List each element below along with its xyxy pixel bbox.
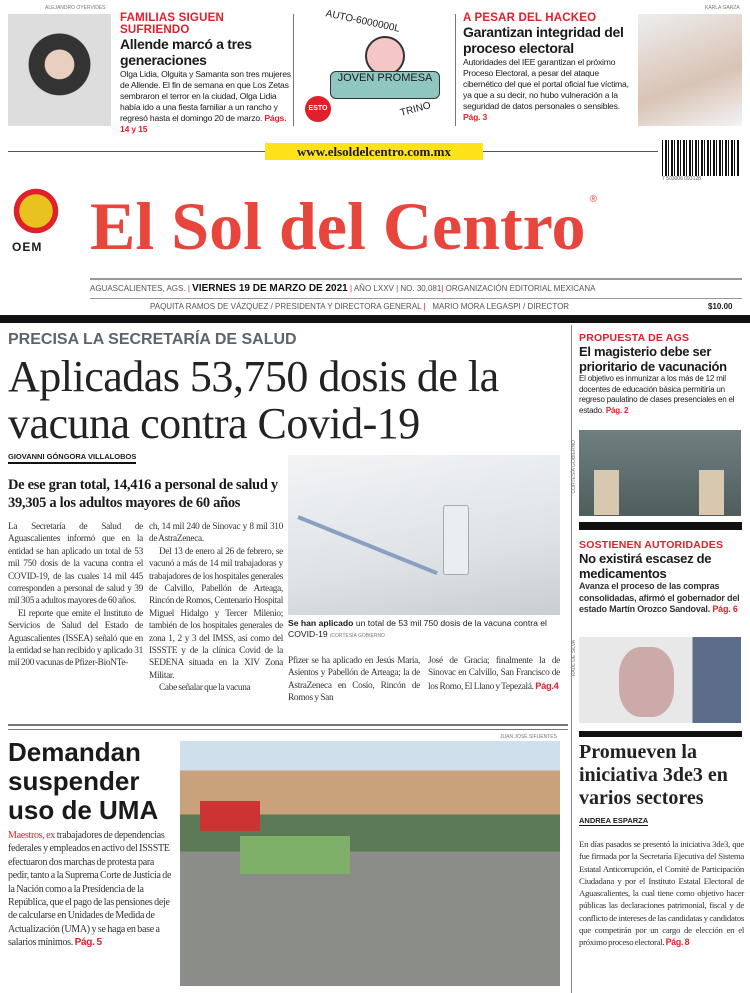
teaser-headline[interactable]: Garantizan integridad del proceso electoral xyxy=(463,24,624,56)
teaser-allende[interactable] xyxy=(120,12,292,135)
dateline-org: ORGANIZACIÓN EDITORIAL MEXICANA xyxy=(445,284,596,293)
lead-deck: De ese gran total, 14,416 a personal de salud y 39,305 a los adultos mayores de 60 años xyxy=(8,477,278,511)
vaccine-photo xyxy=(288,455,560,615)
byline: ANDREA ESPARZA xyxy=(579,816,649,825)
photo-credit: CORTESÍA GOBIERNO xyxy=(571,440,577,494)
esto-badge[interactable]: ESTO xyxy=(305,96,331,122)
page-ref[interactable]: Pág.4 xyxy=(535,680,559,691)
page-ref[interactable]: Pág. 2 xyxy=(605,405,629,415)
press-conference-photo xyxy=(579,430,741,516)
dateline-city: AGUASCALIENTES, AGS. xyxy=(90,284,186,293)
dateline: AGUASCALIENTES, AGS. | VIERNES 19 DE MARZO DE 2021 | AÑO LXXV | NO. 30,081| ORGANIZACIÓN EDITORIAL MEXICANA xyxy=(90,283,596,294)
page-ref[interactable]: Pág. 5 xyxy=(74,937,102,949)
teaser-hackeo[interactable] xyxy=(463,12,635,123)
divider xyxy=(90,278,742,280)
cartoon-top-text: AUTO-6000000L xyxy=(324,8,401,35)
sidebar-story-2[interactable] xyxy=(579,539,744,616)
cartoon-banner: JOVEN PROMESA xyxy=(330,71,440,99)
headline[interactable]: El magisterio debe ser prioritario de vacunación xyxy=(579,344,727,374)
paragraph: ch, 14 mil 240 de Sinovac y 8 mil 310 de AstraZeneca. xyxy=(149,522,283,545)
paragraph: El reporte que emite el Instituto de Servicios de Salud del Estado de Aguascalientes (ISSEA) señaló que en la entidad se han recibido y aplicado 31 mil 200 vacunas de Pfizer-BioNTe- xyxy=(8,608,143,669)
page-ref[interactable]: Pág. 3 xyxy=(463,112,488,122)
registered-mark: ® xyxy=(589,194,597,205)
headline[interactable]: Promueven la iniciativa 3de3 en varios sectores xyxy=(579,741,728,809)
sidebar-story-3[interactable] xyxy=(579,741,744,949)
protest-photo xyxy=(180,741,560,986)
barcode xyxy=(662,140,740,176)
paragraph: José de Gracia; finalmente la de Sinovac en Calvillo, San Francisco de los Romo, El Llano y Tepezalá. xyxy=(428,656,560,692)
photo-credit: JUAN JOSÉ SIFUENTES xyxy=(500,734,557,740)
director: MARIO MORA LEGASPI / DIRECTOR xyxy=(432,302,570,311)
divider xyxy=(293,14,294,126)
president: PAQUITA RAMOS DE VÁZQUEZ / PRESIDENTA Y DIRECTORA GENERAL xyxy=(150,302,422,311)
headline[interactable]: No existirá escasez de medicamentos xyxy=(579,551,712,581)
page-ref[interactable]: Pág. 8 xyxy=(665,937,690,948)
photo-credit: KARLA GARZA xyxy=(705,5,740,11)
teaser-headline[interactable]: Allende marcó a tres generaciones xyxy=(120,36,252,68)
teaser-kicker: A PESAR DEL HACKEO xyxy=(463,12,597,24)
kicker: SOSTIENEN AUTORIDADES xyxy=(579,539,724,551)
double-rule xyxy=(8,724,568,730)
newspaper-title: El Sol del Centro xyxy=(90,188,586,264)
teaser-photo-woman xyxy=(8,14,111,126)
cartoon-character-icon xyxy=(365,36,405,76)
lead-column-1 xyxy=(8,521,143,670)
teaser-photo-ballot xyxy=(638,14,742,126)
divider-bar xyxy=(579,522,742,530)
teaser-kicker: FAMILIAS SIGUEN SUFRIENDO xyxy=(120,12,224,36)
lead-kicker: PRECISA LA SECRETARÍA DE SALUD xyxy=(8,331,297,348)
divider-bar xyxy=(0,315,750,323)
kicker: PROPUESTA DE AGS xyxy=(579,332,690,344)
cartoon xyxy=(308,8,445,126)
caption-credit: /CORTESÍA GOBIERNO xyxy=(330,633,385,639)
lead-column-4 xyxy=(428,655,560,693)
dateline-year: AÑO LXXV xyxy=(353,284,394,293)
body: Avanza el proceso de las compras consolidadas, afirmó el gobernador del estado Martín Orozco Sandoval. xyxy=(579,581,740,614)
divider xyxy=(90,298,742,299)
teaser-body: Olga Lidia, Olguita y Samanta son tres mujeres de Allende. El fin de semana en que Los Zetas sembraron el terror en la ciudad, Olga Lidia había ido a una fiesta familiar a un rancho y regresó hasta el domingo 20 de marzo. xyxy=(120,69,291,123)
dateline-date: VIERNES 19 DE MARZO DE 2021 xyxy=(192,283,348,294)
teaser-body: Autoridades del IEE garantizan el próximo Proceso Electoral, a pesar del ataque cibernético del que el portal oficial fue víctima, ya que a su decir, no hubo vulneración a la seguridad de datos personales o sensibles. xyxy=(463,57,629,111)
dateline-number: NO. 30,081 xyxy=(400,284,442,293)
paragraph: Del 13 de enero al 26 de febrero, se vacunó a más de 14 mil trabajadoras y trabajadores de los hospitales generales de Calvillo, Pabellón de Arteaga, Rincón de Romos, Centenario Hospital Miguel Hidalgo y Tercer Milenio; también de los hospitales generales de zona 1, 2 y 3 del IMSS, así como del ISSSTE y de la clínica Covid de la SEDENA situada en la XIV Zona Militar. xyxy=(149,546,283,681)
staff-line: PAQUITA RAMOS DE VÁZQUEZ / PRESIDENTA Y DIRECTORA GENERAL | MARIO MORA LEGASPI / DIRECTOR xyxy=(150,302,570,311)
cartoon-signature: TRINO xyxy=(399,100,433,119)
page-ref[interactable]: Pág. 6 xyxy=(712,604,738,614)
sidebar-story-1[interactable] xyxy=(579,332,744,416)
paragraph: Cabe señalar que la vacuna xyxy=(159,683,251,694)
photo-caption xyxy=(288,618,560,642)
sun-logo-icon xyxy=(10,185,62,237)
lead-in: Maestros, ex xyxy=(8,830,55,841)
masthead-title-row xyxy=(90,188,700,268)
body: El objetivo es inmunizar a los más de 12 mil docentes de educación básica permitiría un regreso paulatino de clases presenciales en el estado. xyxy=(579,374,735,415)
governor-photo xyxy=(579,637,741,723)
oem-logo: OEM xyxy=(12,240,43,254)
lead-headline[interactable]: Aplicadas 53,750 dosis de la vacuna contra Covid-19 xyxy=(8,352,499,448)
paragraph: La Secretaría de Salud de Aguascalientes informó que en la entidad se han aplicado un total de 53 mil 750 dosis de la vacuna contra el COVID-19, de las cuales 14 mil 445 corresponden a personal de salud y 39 mil 305 a adultos mayores de 60 años. xyxy=(8,522,143,607)
photo-credit: ALEJANDRO OYERVIDES xyxy=(45,5,106,11)
page-ref[interactable]: Págs. 14 y 15 xyxy=(120,113,287,134)
body: En días pasados se presentó la iniciativa 3de3, que fue firmada por la Secretaría Ejecutiva del Sistema Estatal Anticorrupción, el Comité de Participación Ciudadana y por el Instituto Estatal Electoral de Aguascalientes, la cual tiene como objetivo hacer públicas las declaraciones patrimonial, fiscal y de conflicto de intereses de las candidatas y candidatos que competirán por un cargo de elección en el próximo proceso electoral. xyxy=(579,839,744,948)
divider-bar xyxy=(579,731,742,737)
paragraph: trabajadores de dependencias federales y empleados en activo del ISSSTE efectuaron dos marchas de protesta para pedir, tanto a la Suprema Corte de Justicia de la Nación como a la Presidencia de la República, que el pago de las pensiones deje de calcularse en Unidades de Medida de Actualización (UMA) y se haga en base a salarios mínimos. xyxy=(8,830,172,949)
photo-credit: RAÚL DE SILVA xyxy=(571,640,577,677)
website-url[interactable]: www.elsoldelcentro.com.mx xyxy=(265,143,483,160)
uma-body xyxy=(8,829,173,950)
uma-headline[interactable]: Demandan suspender uso de UMA xyxy=(8,737,159,825)
caption-text: un total de 53 mil 750 dosis de la vacuna contra el COVID-19 xyxy=(288,618,547,639)
caption-bold: Se han aplicado xyxy=(288,618,354,628)
lead-column-2 xyxy=(149,521,283,695)
lead-byline: GIOVANNI GÓNGORA VILLALOBOS xyxy=(8,452,136,464)
paragraph: Pfizer se ha aplicado en Jesús María, Asientos y Pabellón de Arteaga; la de AstraZeneca en Cosío, Rincón de Romos y San xyxy=(288,656,420,704)
price: $10.00 xyxy=(708,302,733,311)
lead-column-3 xyxy=(288,655,420,705)
barcode-number: 7 503006 093128 xyxy=(662,176,701,182)
divider xyxy=(455,14,456,126)
